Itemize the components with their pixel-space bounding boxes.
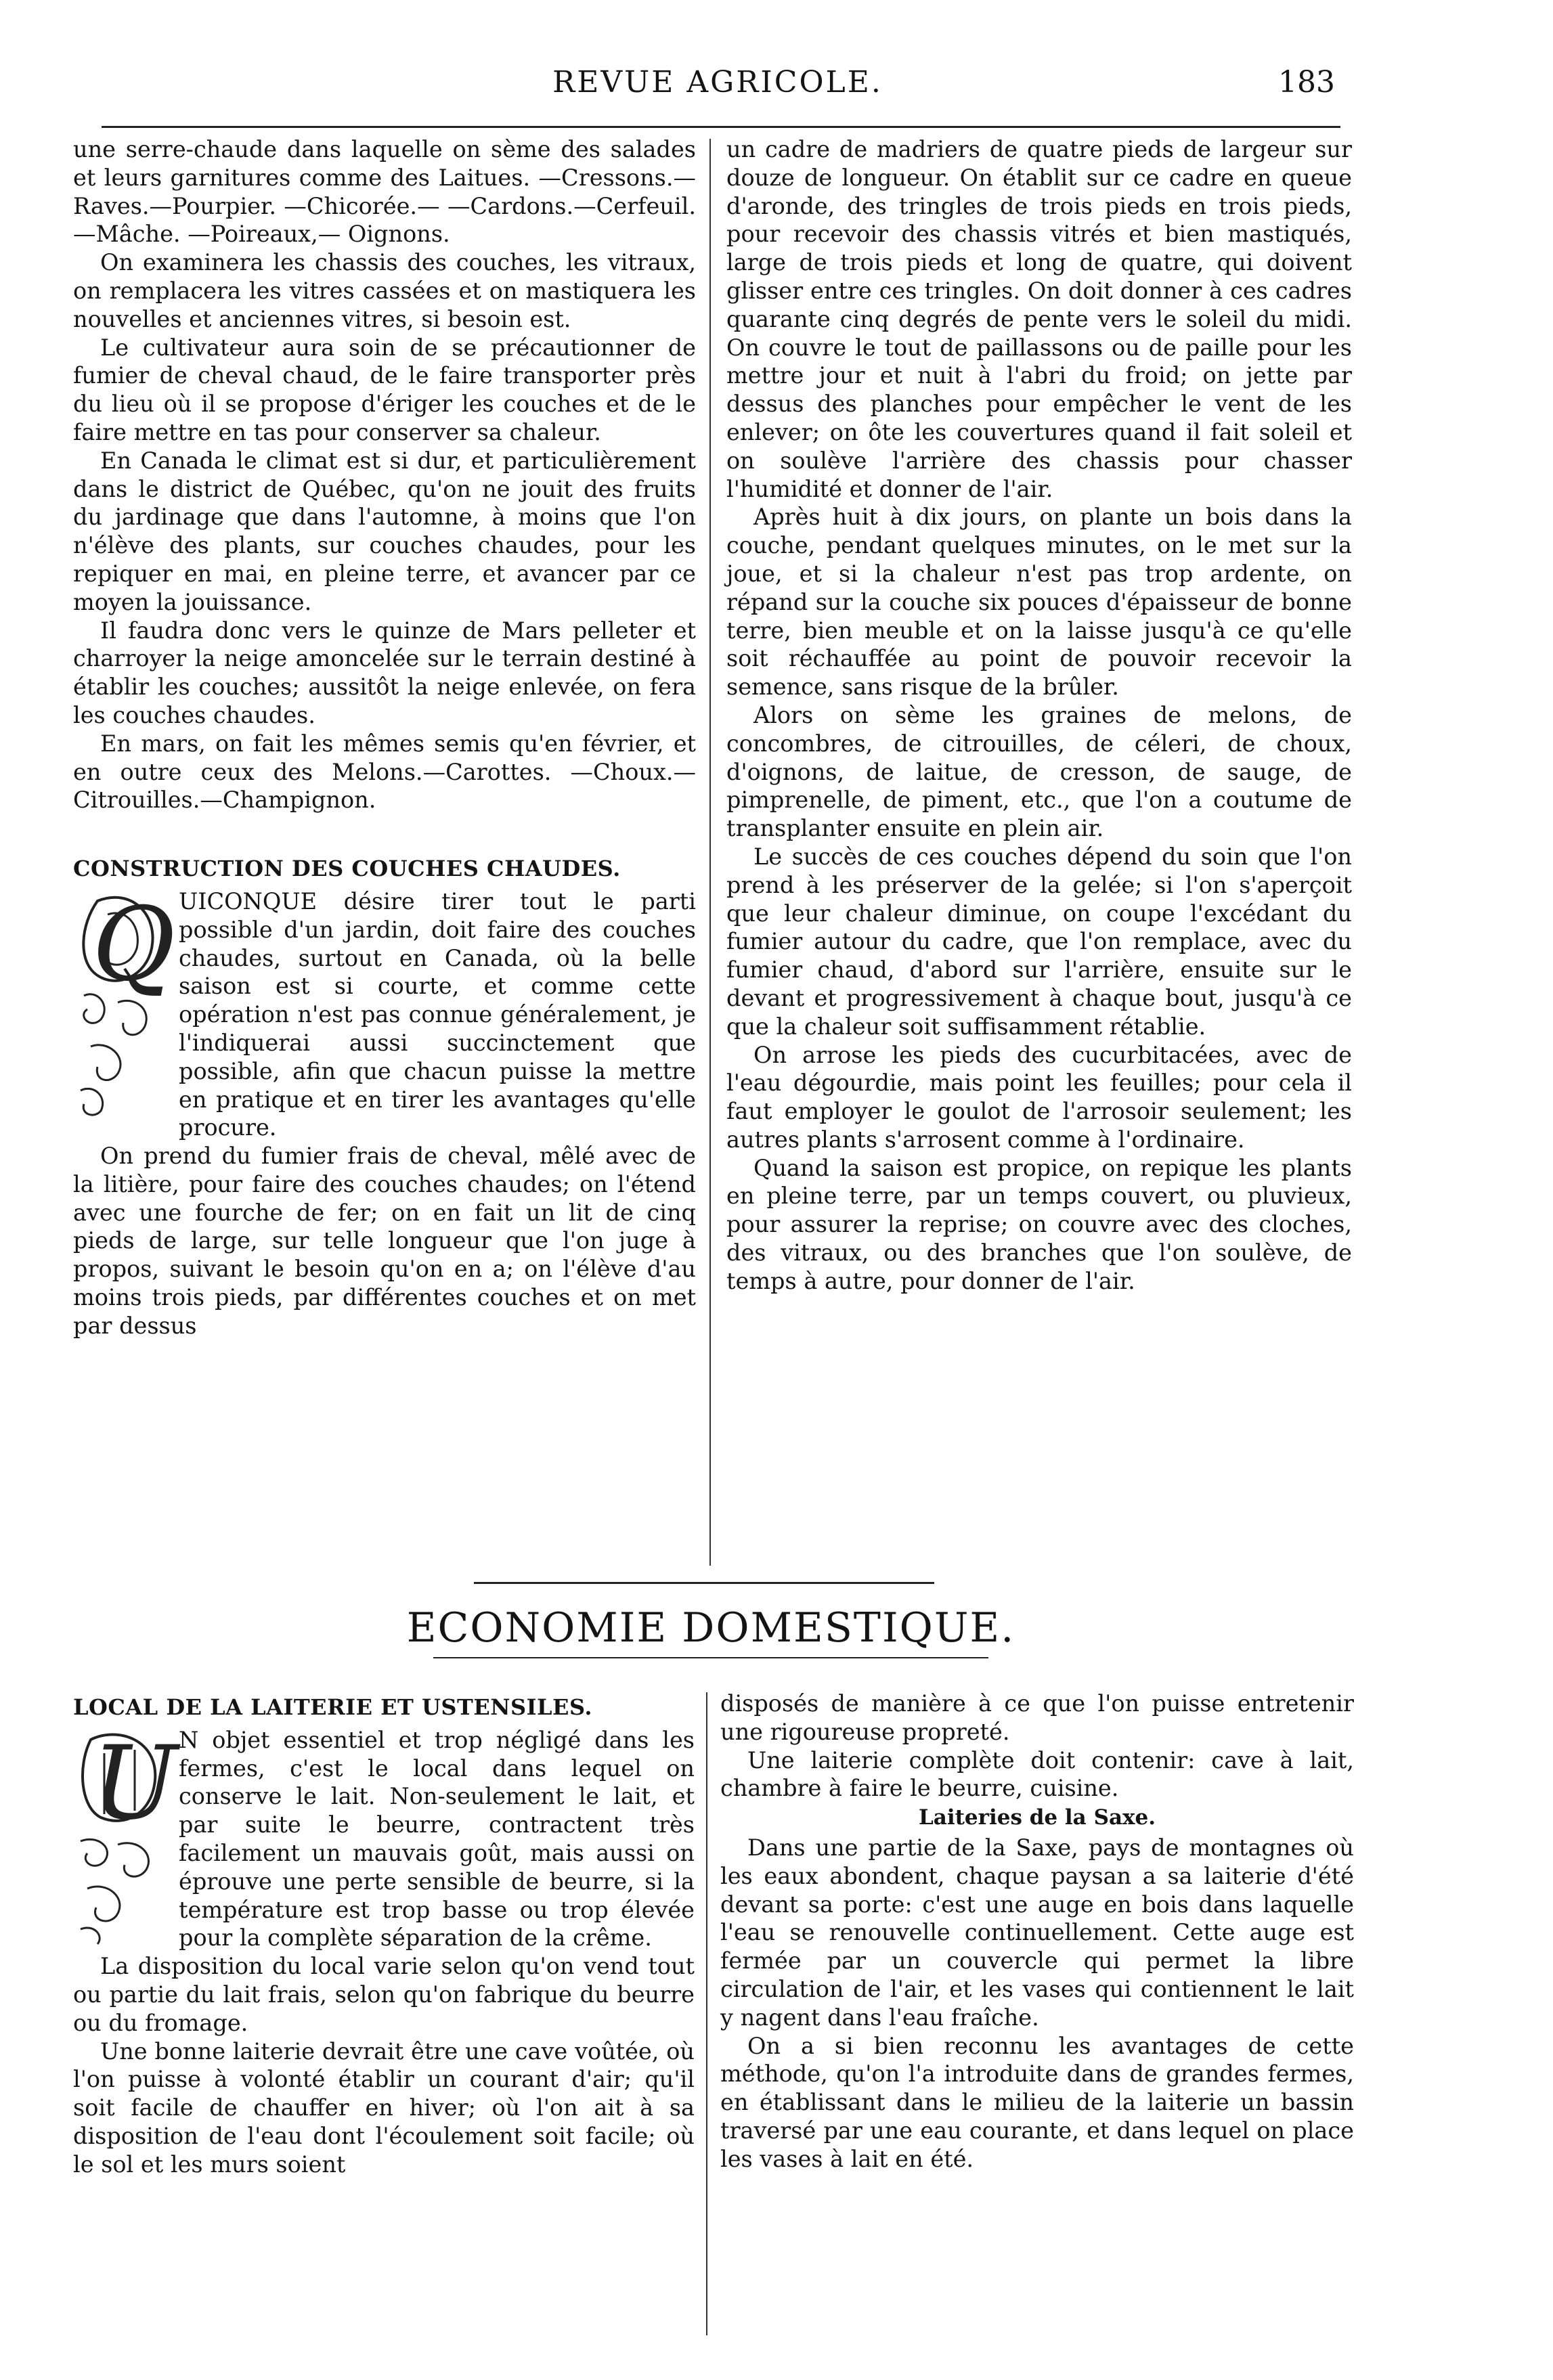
paragraph: UICONQUE désire tirer tout le parti possible d'un jardin, doit faire des couches chaudes, surtout en Canada, où la belle saison est si courte, et comme cette opération n'est pas connue généralement, je l'indiquerai aussi succinctement que possible, afin que chacun puisse la mettre en pratique et en tirer les avantages qu'elle procure. <box>179 887 696 1141</box>
paragraph: une serre-chaude dans laquelle on sème des salades et leurs garnitures comme des Laitues. —Cressons.—Raves.—Pourpier. —Chicorée.— —Cardons.—Cerfeuil. —Mâche. —Poireaux,— Oignons. <box>73 136 696 248</box>
subsection-title: Laiteries de la Saxe. <box>918 1805 1156 1830</box>
section-rule <box>474 1582 934 1584</box>
main-heading: ECONOMIE DOMESTIQUE. <box>406 1604 1015 1652</box>
ornamental-initial-icon <box>70 1724 178 1949</box>
paragraph: Le cultivateur aura soin de se précautionner de fumier de cheval chaud, de le faire transporter près du lieu où il se propose d'ériger les couches et de le faire mettre en tas pour conserver sa chaleur. <box>73 334 696 445</box>
paragraph: La disposition du local varie selon qu'on vend tout ou partie du lait frais, selon qu'on fabrique du beurre ou du fromage. <box>73 1953 695 2036</box>
column-divider-top <box>709 139 711 1566</box>
paragraph: En Canada le climat est si dur, et particulièrement dans le district de Québec, qu'on ne jouit des fruits du jardinage que dans l'automne, à moins que l'on n'élève des plants, sur couches chaudes, pour les repiquer en mai, en pleine terre, et avancer par ce moyen la jouissance. <box>73 447 696 615</box>
paragraph: un cadre de madriers de quatre pieds de largeur sur douze de longueur. On établit sur ce cadre en queue d'aronde, des tringles de trois pieds en trois pieds, pour recevoir des chassis vitrés et bien mastiqués, large de trois pieds et long de quatre, qui doivent glisser entre ces tringles. On doit donner à ces cadres quarante cinq degrés de pente vers le soleil du midi. On couvre le tout de paillassons ou de paille pour les mettre jour et nuit à l'abri du froid; on jette par dessus des planches pour empêcher le vent de les enlever; on ôte les couvertures quand il fait soleil et on soulève l'arrière des chassis pour chasser l'humidité et donner de l'air. <box>726 136 1352 502</box>
column-right-top <box>726 135 1352 1564</box>
running-header <box>95 60 1340 107</box>
section-title: LOCAL DE LA LAITERIE ET USTENSILES. <box>73 1694 593 1720</box>
section-title: CONSTRUCTION DES COUCHES CHAUDES. <box>73 856 621 882</box>
dropcap-letter: U <box>92 1724 178 1843</box>
paragraph: Dans une partie de la Saxe, pays de montagnes où les eaux abondent, chaque paysan a sa laiterie d'été devant sa porte: c'est une auge en bois dans laquelle l'eau se renouvelle continuellement. Cette auge est fermée par un couvercle qui permet la libre circulation de l'air, et les vases qui contiennent le lait y nagent dans l'eau fraîche. <box>720 1834 1354 2031</box>
dropcap-paragraph <box>73 887 696 1142</box>
running-title: REVUE AGRICOLE. <box>552 65 883 100</box>
header-rule <box>102 126 1340 128</box>
paragraph: Une laiterie complète doit contenir: cave à lait, chambre à faire le beurre, cuisine. <box>720 1746 1354 1802</box>
paragraph: N objet essentiel et trop négligé dans les fermes, c'est le local dans lequel on conserve le lait. Non-seulement le lait, et par suite le beurre, contractent très facilement un mauvais goût, mais aussi on éprouve une perte sensible de beurre, si la température est trop basse ou trop élevée pour la complète séparation de la crême. <box>179 1726 695 1952</box>
paragraph: Alors on sème les graines de melons, de concombres, de citrouilles, de céleri, de choux, d'oignons, de laitue, de cresson, de sauge, de pimprenelle, de piment, etc., que l'on a coutume de transplanter ensuite en plein air. <box>726 701 1352 842</box>
column-divider-bottom <box>706 1692 707 2335</box>
paragraph: Après huit à dix jours, on plante un bois dans la couche, pendant quelques minutes, on le met sur la joue, et si la chaleur n'est pas trop ardente, on répand sur la couche six pouces d'épaisseur de bonne terre, bien meuble et on la laisse jusqu'à ce qu'elle soit réchauffée au point de pouvoir recevoir la semence, sans risque de la brûler. <box>726 504 1352 701</box>
column-left-top <box>73 135 696 1564</box>
paragraph: Le succès de ces couches dépend du soin que l'on prend à les préserver de la gelée; si l'on s'aperçoit que leur chaleur diminue, on coupe l'excédant du fumier autour du cadre, que l'on remplace, avec du fumier chaud, d'abord sur l'arrière, ensuite sur le devant et progressivement à chaque bout, jusqu'à ce que la chaleur soit suffisamment rétablie. <box>726 843 1352 1040</box>
column-left-bottom <box>73 1690 695 2339</box>
column-right-bottom <box>720 1690 1354 2339</box>
paragraph: On arrose les pieds des cucurbitacées, avec de l'eau dégourdie, mais point les feuilles; pour cela il faut employer le goulot de l'arrosoir seulement; les autres plants s'arrosent comme à l'ordinaire. <box>726 1041 1352 1153</box>
paragraph: Une bonne laiterie devrait être une cave voûtée, où l'on puisse à volonté établir un courant d'air; qu'il soit facile de chauffer en hiver; où l'on ait à sa disposition de l'eau dont l'écoulement soit facile; où le sol et les murs soient <box>73 2037 695 2178</box>
heading-underline <box>433 1657 988 1658</box>
paragraph: Il faudra donc vers le quinze de Mars pelleter et charroyer la neige amoncelée sur le terrain destiné à établir les couches; aussitôt la neige enlevée, on fera les couches chaudes. <box>73 617 696 728</box>
paragraph: disposés de manière à ce que l'on puisse entretenir une rigoureuse propreté. <box>720 1690 1354 1745</box>
paragraph: On prend du fumier frais de cheval, mêlé avec de la litière, pour faire des couches chaudes; on l'étend avec une fourche de fer; on en fait un lit de cinq pieds de large, sur telle longueur que l'on juge à propos, suivant le besoin qu'on en a; on l'élève d'au moins trois pieds, par différentes couches et on met par dessus <box>73 1143 696 1339</box>
dropcap-paragraph <box>73 1726 695 1952</box>
paragraph: On a si bien reconnu les avantages de cette méthode, qu'on l'a introduite dans de grandes fermes, en établissant dans le milieu de la laiterie un bassin traversé par une eau courante, et dans lequel on place les vases à lait en été. <box>720 2032 1354 2172</box>
dropcap-letter: Q <box>92 885 175 1004</box>
paragraph: En mars, on fait les mêmes semis qu'en février, et en outre ceux des Melons.—Carottes. —Choux.—Citrouilles.—Champignon. <box>73 730 696 814</box>
paragraph: On examinera les chassis des couches, les vitraux, on remplacera les vitres cassées et on mastiquera les nouvelles et anciennes vitres, si besoin est. <box>73 249 696 332</box>
page-number: 183 <box>1278 65 1335 100</box>
ornamental-initial-icon <box>70 885 175 1121</box>
paragraph: Quand la saison est propice, on repique les plants en pleine terre, par un temps couvert, ou pluvieux, pour assurer la reprise; on couvre avec des cloches, des vitraux, ou des branches que l'on soulève, de temps à autre, pour donner de l'air. <box>726 1154 1352 1294</box>
